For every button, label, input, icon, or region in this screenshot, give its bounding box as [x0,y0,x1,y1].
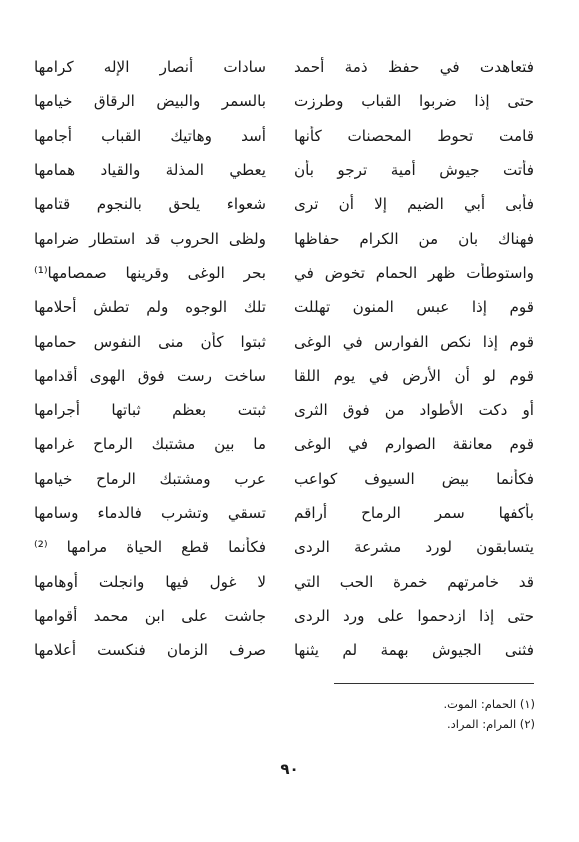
second-hemistich: أسد وهاتيك القباب أجامها [34,126,266,145]
second-hemistich: ساخت رست فوق الهوى أقدامها [34,366,266,385]
first-hemistich: بأكفها سمر الرماح أراقم [294,504,534,522]
footnotes [235,694,535,734]
verse-line [34,50,534,84]
verse-line [34,84,534,118]
first-hemistich: فكأنما بيض السيوف كواعب [294,469,534,488]
first-hemistich: يتسابقون لورد مشرعة الردى [294,538,534,557]
verse-line [34,153,534,187]
second-hemistich: تسقي وتشرب فالدماء وسامها [34,504,266,522]
second-hemistich: بحر الوغى وقرينها صمصامها⁽¹⁾ [34,263,266,282]
second-hemistich: بالسمر والبيض الرقاق خيامها [34,92,266,111]
first-hemistich: قوم إذا عبس المنون تهللت [294,298,534,317]
first-hemistich: أو دكت الأطواد من فوق الثرى [294,401,534,420]
first-hemistich: فأتت جيوش أمية ترجو بأن [294,161,534,180]
verse-line [34,530,534,564]
first-hemistich: فأبى أبي الضيم إلا أن ترى [294,195,534,214]
first-hemistich: فتعاهدت في حفظ ذمة أحمد [294,58,534,77]
verse-line [34,187,534,221]
second-hemistich: صرف الزمان فنكست أعلامها [34,641,266,660]
first-hemistich: حتى إذا ازدحموا على ورد الردى [294,606,534,625]
verse-line [34,221,534,255]
verse-line [34,633,534,667]
verse-line [34,119,534,153]
verse-line [34,359,534,393]
first-hemistich: حتى إذا ضربوا القباب وطرزت [294,92,534,111]
verse-line [34,427,534,461]
second-hemistich: ولظى الحروب قد استطار ضرامها [34,229,266,248]
verse-line [34,393,534,427]
page-number: ٩٠ [280,760,299,778]
second-hemistich: جاشت على ابن محمد أقوامها [34,606,266,625]
second-hemistich: يعطي المذلة والقياد همامها [34,161,266,180]
second-hemistich: ثبتت بعظم ثباتها أجرامها [34,401,266,420]
first-hemistich: قد خامرتهم خمرة الحب التي [294,572,534,591]
first-hemistich: فهناك بان من الكرام حفاظها [294,229,534,248]
verse-line [34,462,534,496]
poem-body [34,50,534,667]
second-hemistich: عرب ومشتبك الرماح خيامها [34,469,266,488]
verse-line [34,324,534,358]
second-hemistich: ما بين مشتبك الرماح غرامها [34,435,266,454]
footnote-separator [334,683,534,684]
first-hemistich: قامت تحوط المحصنات كأنها [294,126,534,145]
verse-line [34,256,534,290]
second-hemistich: فكأنما قطع الحياة مرامها ⁽²⁾ [34,538,266,557]
second-hemistich: سادات أنصار الإله كرامها [34,58,266,77]
first-hemistich: قوم إذا نكص الفوارس في الوغى [294,332,534,351]
verse-line [34,564,534,598]
first-hemistich: قوم معانقة الصوارم في الوغى [294,435,534,454]
verse-line [34,599,534,633]
second-hemistich: تلك الوجوه ولم تطش أحلامها [34,298,266,317]
verse-line [34,290,534,324]
footnote-2: (٢) المرام: المراد. [446,717,535,731]
first-hemistich: قوم لو أن الأرض في يوم اللقا [294,366,534,385]
footnote-1: (١) الحمام: الموت. [443,697,535,711]
verse-line [34,496,534,530]
second-hemistich: شعواء يلحق بالنجوم قتامها [34,195,266,214]
second-hemistich: ثبتوا كأن منى النفوس حمامها [34,332,266,351]
first-hemistich: فثنى الجيوش بهمة لم يثنها [294,641,534,660]
second-hemistich: لا غول فيها وانجلت أوهامها [34,572,266,591]
first-hemistich: واستوطأت ظهر الحمام تخوض في [294,263,534,282]
